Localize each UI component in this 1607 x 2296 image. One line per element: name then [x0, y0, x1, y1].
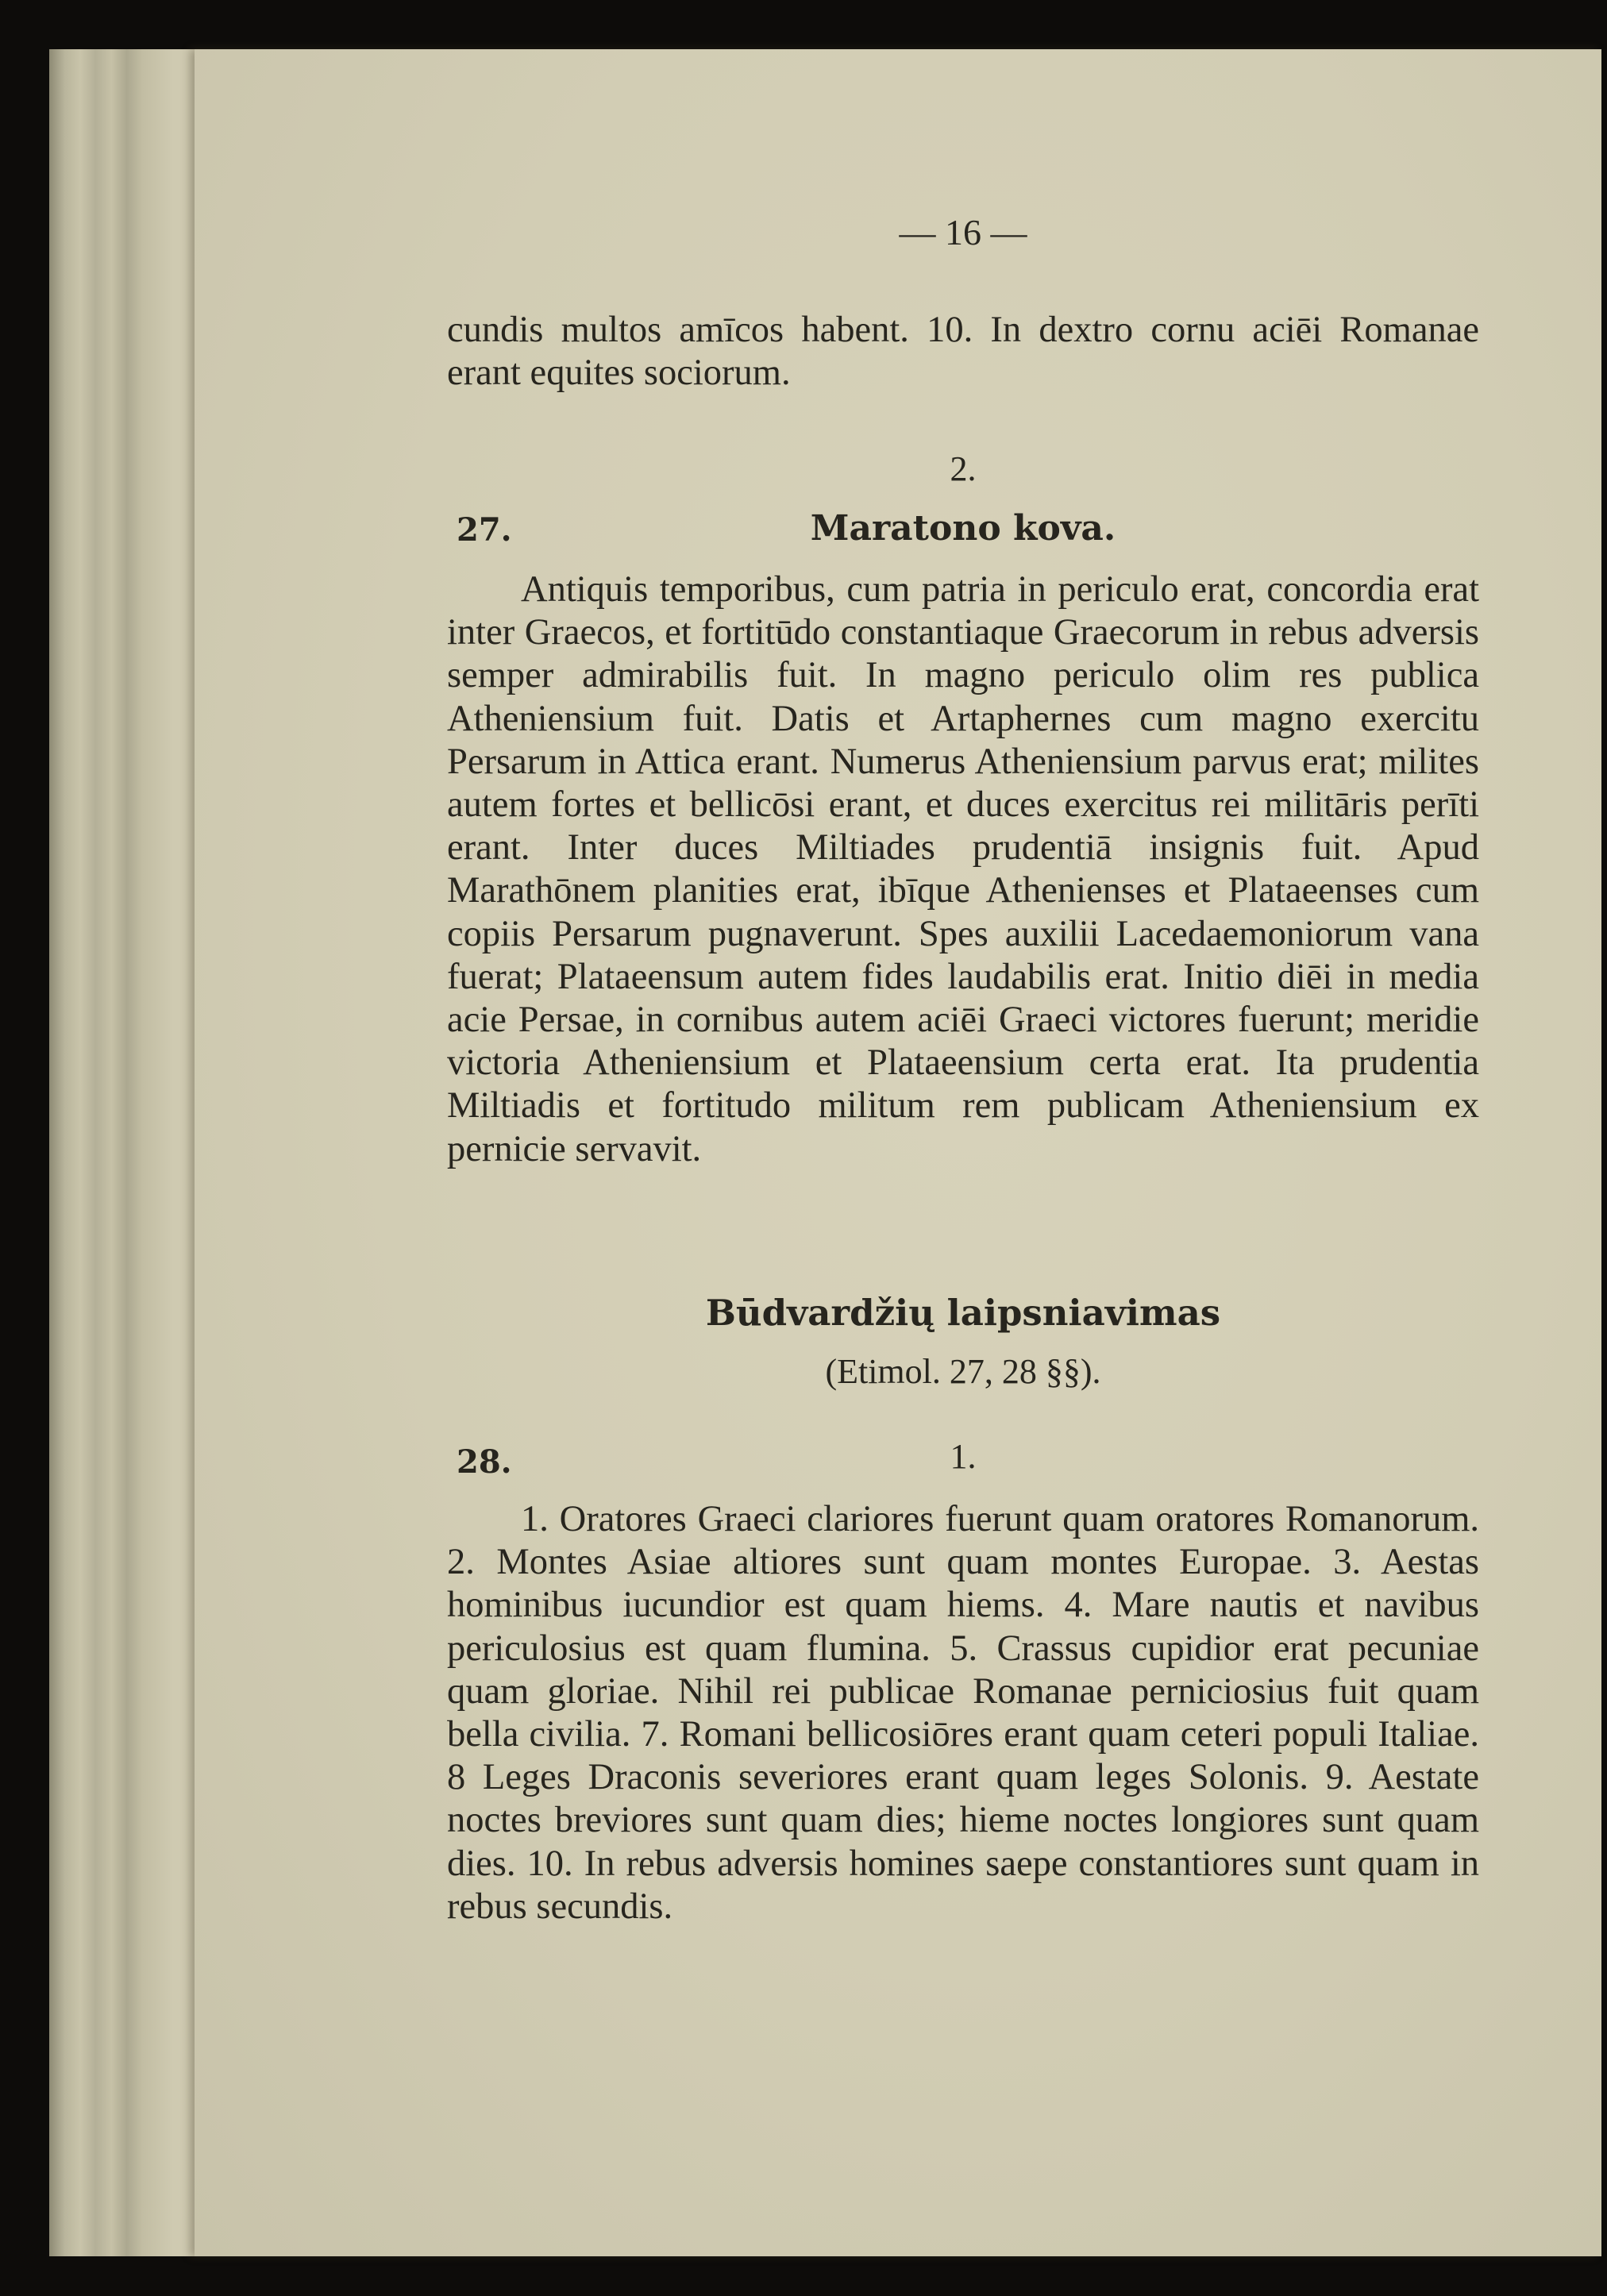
- page-number: — 16 —: [899, 212, 1027, 252]
- continuation-paragraph: cundis multos amīcos habent. 10. In dextro cornu aciēi Romanae erant equites sociorum.: [447, 310, 1479, 394]
- exercise-27-number: 27.: [457, 511, 512, 549]
- exercise-27-paragraph: Antiquis temporibus, cum patria in periculo erat, concordia erat inter Graecos, et fortitūdo constantiaque Graecorum in rebus adversis semper admirabilis fuit. In magno periculo olim res publica Atheniensium fuit. Datis et Artaphernes cum magno exercitu Persarum in Attica erant. Numerus Atheniensium parvus erat; milites autem fortes et bellicōsi erant, et duces exercitus rei militāris perīti erant. Inter duces Miltiades prudentiā insignis fuit. Apud Marathōnem planities erat, ibīque Athenienses et Plataeenses cum copiis Persarum pugnaverunt. Spes auxilii Lacedaemoniorum vana fuerat; Plataeensum autem fides laudabilis erat. Initio diēi in media acie Persae, in cornibus autem aciēi Graeci victores fuerunt; meridie victoria Atheniensium et Plataeensium certa erat. Ita prudentia Miltiadis et fortitudo militum rem publicam Atheniensium ex pernicie servavit.: [447, 569, 1479, 1169]
- exercise-28-paragraph: 1. Oratores Graeci clariores fuerunt quam oratores Romanorum. 2. Montes Asiae altiores sunt quam montes Europae. 3. Aestas hominibus iucundior est quam hiems. 4. Mare nautis et navibus periculosius est quam flumina. 5. Crassus cupidior erat pecuniae quam gloriae. Nihil rei publicae Romanae perniciosius fuit quam bella civilia. 7. Romani bellicosiōres erant quam ceteri populi Italiae. 8 Leges Draconis severiores erant quam leges Solonis. 9. Aestate noctes breviores sunt quam dies; hieme noctes longiores sunt quam dies. 10. In rebus adversis homines saepe constantiores sunt quam in rebus secundis.: [447, 1499, 1479, 1927]
- exercise-27-sub-number: 2.: [950, 449, 977, 488]
- exercise-28-number: 28.: [457, 1443, 512, 1481]
- exercise-27-title: Maratono kova.: [810, 508, 1116, 549]
- section-heading: Būdvardžių laipsniavimas: [705, 1292, 1221, 1334]
- section-reference: (Etimol. 27, 28 §§).: [825, 1352, 1101, 1391]
- exercise-28-sub-number: 1.: [950, 1437, 977, 1476]
